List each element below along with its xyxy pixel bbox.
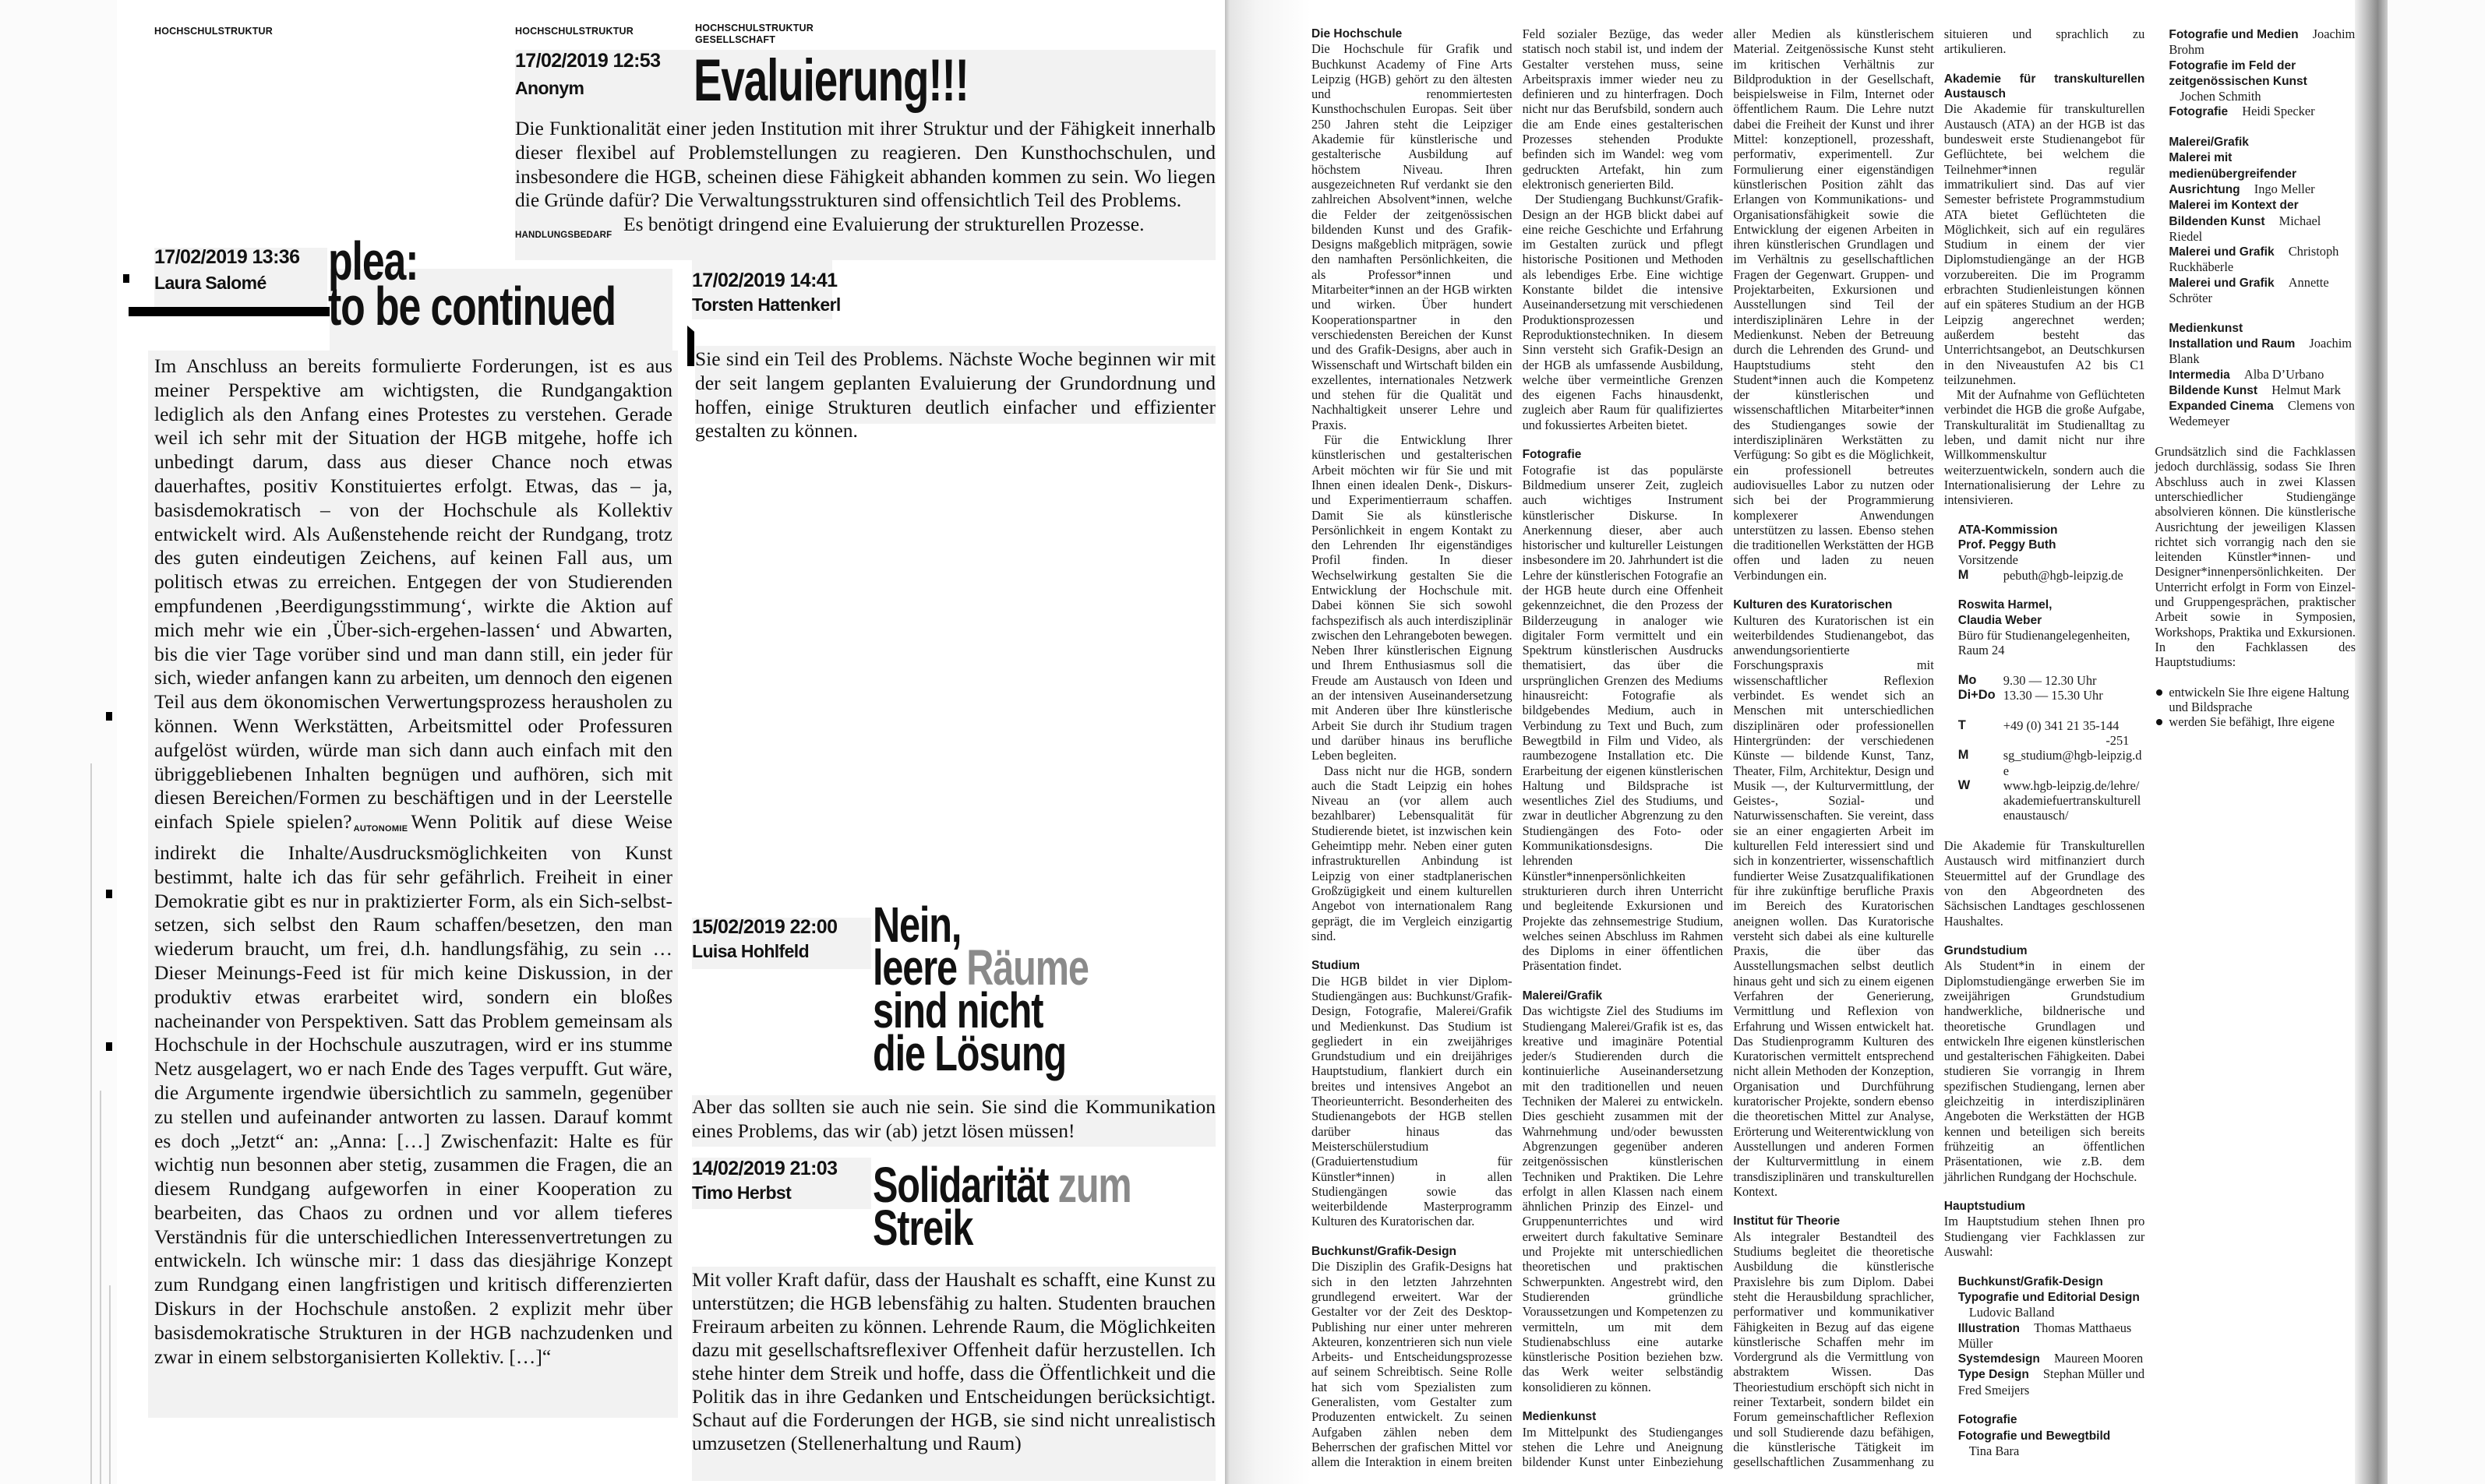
post-title-word: Räume xyxy=(966,939,1089,996)
rubric-label: HOCHSCHULSTRUKTUR xyxy=(695,23,814,33)
contact-value: +49 (0) 341 21 35-144 xyxy=(2003,717,2120,733)
margin-marker xyxy=(106,890,112,898)
paragraph: Die Akademie für Transkulturellen Austausch wird mitfinanziert durch Steuermittel auf der Grundlage des von den Abgeordneten des Sächsischen Landtages geschlossenen Haushaltes. xyxy=(1943,838,2145,929)
class-professor: Ludovic Balland xyxy=(1968,1305,2055,1320)
contact-row xyxy=(1958,688,2145,703)
paragraph: Die HGB bildet in vier Diplom-Studiengängen aus: Buchkunst/Grafik-Design, Fotografie, Malerei/Grafik und Medienkunst. Das Studium ist gegliedert in ein zweijähriges Grundstudium und ein dreijähriges Hauptstudium, flankiert durch ein breites und intensives Angebot an Theorieunterricht. Besonderheiten des Studienangebots der HGB stellen darüber hinaus das Meisterschülerstudium (Graduiertenstudium für Künstler*innen) in allen Studiengängen sowie das weiterbildende Masterprogramm Kulturen des Kuratorischen dar. xyxy=(1311,973,1513,1229)
rubric-label: HANDLUNGSBEDARF xyxy=(515,230,612,240)
class-professor: Maureen Mooren xyxy=(2054,1351,2144,1366)
rubric-label: HOCHSCHULSTRUKTUR xyxy=(154,26,274,37)
margin-marker xyxy=(106,712,112,721)
contact-link[interactable]: pebuth@hgb-leipzig.de xyxy=(2003,567,2123,583)
page-stack-edge xyxy=(90,763,92,1484)
post-title-line: Evaluierung!!! xyxy=(694,48,969,114)
study-info-columns xyxy=(1311,26,2356,1480)
contact-key: M xyxy=(1957,567,1969,582)
post-title-word: Solidarität xyxy=(873,1157,1058,1213)
class-professor: Annette Schröter xyxy=(2169,274,2329,306)
paragraph: Im Mittelpunkt des Studienganges stehen die Lehre und Aneignung bildender Kunst unter Einbeziehung aller Medien als künstlerischem Material. Zeitgenössische Kunst steht im kritischen Verhältnis zur Bildproduktion in der Gesellschaft, beispielsweise in Film, Internet oder öffentlichem Raum. Die Lehre nutzt dabei die Freiheit der Kunst und ihrer Mittel: konzeptionell, prozesshaft, performativ, experimentell. Zur Formulierung einer eigenständigen künstlerischen Position zählt das Erlangen von Kommunikations- und Organisationsfähigkeit sowie die Entwicklung der eigenen Arbeiten in ihren künstlerischen Grundlagen und im Verhältnis zu gesellschaftlichen Fragen der Gegenwart. Gruppen- und Projektarbeiten, Exkursionen und Ausstellungen sind Teil der interdisziplinären Lehre in der Medienkunst. Neben der Betreuung durch die Lehrenden des Grund- und Hauptstudiums steht den Student*innen auch die Kompetenz der künstlerischen und wissenschaftlichen Mitarbeiter*innen des Studienganges sowie der interdisziplinären Werkstätten zu Verfügung: So gibt es die Möglichkeit, ein professionell betreutes audiovisuelles Labor zu nutzen oder sich bei der Programmierung komplexerer Anwendungen unterstützen zu lassen. Ebenso stehen die traditionellen Werkstätten der HGB offen und laden zu neuen Verbindungen ein. xyxy=(1522,26,1934,1470)
class-item xyxy=(2169,26,2356,58)
spacer xyxy=(1958,583,2145,597)
post-body-last-line: Es benötigt dringend eine Evaluierung der strukturellen Prozesse. xyxy=(623,213,1145,236)
section-heading: Institut für Theorie xyxy=(1733,1214,1841,1228)
margin-marker xyxy=(106,1042,112,1051)
bullet-list xyxy=(2155,685,2356,730)
spacer xyxy=(1958,703,2145,717)
post-title-word: leere xyxy=(873,939,967,996)
post-body xyxy=(154,354,672,1369)
post-title-line: plea: xyxy=(328,231,418,291)
class-item xyxy=(2169,244,2356,275)
class-name: Malerei und Grafik xyxy=(2169,276,2275,290)
contact-name: Prof. Peggy Buth xyxy=(1957,538,2056,552)
class-item xyxy=(1958,1428,2145,1459)
class-item xyxy=(1958,1351,2145,1366)
class-professor: Joachim Brohm xyxy=(2169,26,2356,58)
paragraph: Der Studiengang Buchkunst/Grafik-Design an der HGB blickt dabei auf eine reiche Geschichte und Erfahrung im Gestalten zurück und pflegt historische Positionen und Methoden als lebendiges Erbe. Eine wichtige Konstante bildet die intensive Auseinandersetzung mit verschiedenen Produktionsprozessen und Reproduktionstechniken. In diesem Sinn versteht sich Grafik-Design an der HGB als umfassende Ausbildung, welche über vermeintliche Grenzen des eigenen Fachs hinausdenkt, zugleich aber Raum für qualifiziertes und fokussiertes Arbeiten bietet. xyxy=(1522,192,1724,432)
class-name: Fotografie xyxy=(2169,105,2229,119)
class-group-title: Fotografie xyxy=(1957,1413,2017,1427)
rubric-label: GESELLSCHAFT xyxy=(695,34,776,45)
post-body: Mit voller Kraft dafür, dass der Haushalt es schafft, eine Kunst zu unterstützen; die HGB lebensfähig zu halten. Studenten brauchen Freiraum arbeiten zu können. Lehrende Raum, die Möglichkeiten dazu mit gesellschaftsreflexiver Offenheit dafür herzustellen. Ich stehe hinter dem Streik und hoffe, dass die Öffentlichkeit und die Politik das in ihre Gedanken und Entscheidungen berücksichtigt. Schaut auf die Forderungen der HGB, sie sind nicht unrealistisch umzusetzen (Stellenerhaltung und Raum) xyxy=(692,1268,1216,1454)
section-heading: Fotografie xyxy=(1522,448,1582,462)
contact-text: Büro für Studienangelegenheiten, Raum 24 xyxy=(1957,627,2130,658)
page-stack-edge xyxy=(100,1091,101,1484)
contact-value: 9.30 — 12.30 Uhr xyxy=(2003,672,2097,688)
post-body-text: Im Anschluss an bereits formulierte Forderungen, ist es aus meiner Perspektive am wichtigsten, die Rundgangaktion lediglich als den Anfang eines Protestes zu verstehen. Gerade weil ich sehr mit der Situation der HGB mitgehe, hoffe ich unbedingt darum, dass aus dieser Chance noch etwas dauerhaftes, positiv Konstituiertes erfolgt. Etwas, das – ja, basisdemokratisch – von der Hochschule als Kollektiv entwickelt wird. Als Außenstehende reicht der Rundgang, trotz des guten eindeutigen Zeichens, auf keinen Fall aus, um politisch etwas zu erreichen. Entgegen der von Studierenden empfundenen ‚Beerdigungsstimmung‘, wirkte die Aktion auf mich mehr wie ein ‚Über-sich-ergehen-lassen‘ und Abwarten, bis die vier Tage vorüber sind und man dann still, ein jeder für sich, wieder anfangen kann zu arbeiten, um dennoch den eigenen Teil aus dem ökonomischen Verwertungsprozess herausholen zu können. Wenn Werkstätten, Arbeitsmittel oder Professuren aufgelöst würden, würde man sich dann auch einfach mit den übriggebliebenen Inhalten begnügen und aufhören, sich mit diesen Bereichen/Formen zu beschäftigen und in der Leerstelle einfach Spiele spielen? xyxy=(154,354,672,834)
post-title-line: Nein, xyxy=(873,897,962,953)
class-professor: Heidi Specker xyxy=(2242,104,2315,119)
post-title xyxy=(873,1157,1131,1256)
spacer xyxy=(1944,823,2145,838)
class-professor: Joachim Blank xyxy=(2169,335,2353,367)
page-stack-edge xyxy=(109,1285,111,1484)
contact-key: W xyxy=(1957,777,1971,792)
spacer xyxy=(2155,429,2356,444)
bullet-item: werden Sie befähigt, Ihre eigene xyxy=(2169,714,2356,729)
post-author: Laura Salomé xyxy=(154,273,267,293)
rubric-label: HOCHSCHULSTRUKTUR xyxy=(515,26,634,37)
post-date: 17/02/2019 12:53 xyxy=(515,50,661,72)
paragraph: Fotografie ist das populärste Bildmedium unserer Zeit, zugleich auch wichtiges Instrument künstlerischer Diskurse. In Anerkennung dieser, aber auch historischer und kultureller Leistungen insbesondere im 20. Jahrhundert ist die Lehre der künstlerischen Fotografie an der HGB heute durch eine Offenheit gekennzeichnet, die den Prozess der Bilderzeugung in analoger wie digitaler Form vermittelt und ein Spektrum künstlerischen Ausdrucks thematisiert, das über die ursprünglichen Grenzen des Mediums hinausreicht: Fotografie als bildgebendes Medium, auch in Verbindung zu Text und Buch, zum Bewegtbild in Film und Video, als raumbezogene Installation etc. Die Erarbeitung der eigenen künstlerischen Haltung und Bildsprache ist wesentliches Ziel des Studiums, und zwar in deutlicher Abgrenzung zu den Studiengängen des Foto- oder Kommunikationsdesigns. Die lehrenden Künstler*innenpersönlichkeiten strukturieren durch ihren Unterricht und begleitende Exkursionen und Projekte das zehnsemestrige Studium, welches seinen Abschluss im Rahmen des Diploms in einer öffentlichen Präsentation findet. xyxy=(1522,462,1724,974)
class-professor: Helmut Mark xyxy=(2271,382,2341,397)
paragraph: Im Hauptstudium stehen Ihnen pro Studiengang vier Fachklassen zur Auswahl: xyxy=(1943,1214,2145,1260)
contact-key: M xyxy=(1957,748,1969,763)
rubric-label: AUTONOMIE xyxy=(353,824,408,834)
paragraph: Die Akademie für transkulturellen Austausch (ATA) an der HGB ist das bundesweit erste Studienangebot für Geflüchtete, bei welchem die Teilnehmer*innen regulär immatrikuliert sind. Das auf vier Semester befristete Programmstudium ATA bietet Geflüchteten die Möglichkeit, sich auf ein reguläres Studium in einem der vier Diplomstudiengänge an der HGB vorzubereiten. Die im Programm erbrachten Studienleistungen können auf ein späteres Studium an der HGB Leipzig angerechnet werden; außerdem besteht das Unterrichtsangebot, an Deutschkursen in den Niveaustufen A2 bis C1 teilzunehmen. xyxy=(1943,101,2145,387)
class-group-title: Malerei/Grafik xyxy=(2169,136,2249,150)
post-body-block xyxy=(515,117,1216,240)
section-heading: Malerei/Grafik xyxy=(1522,989,1603,1003)
section-heading: Grundstudium xyxy=(1943,944,2028,958)
class-professor: Michael Riedel xyxy=(2169,213,2321,244)
contact-name: Roswita Harmel, xyxy=(1957,598,2053,612)
class-professor: Christoph Ruckhäberle xyxy=(2169,244,2339,275)
class-name: Malerei und Grafik xyxy=(2169,245,2275,259)
class-group xyxy=(2155,135,2356,305)
class-name: Malerei im Kontext der Bildenden Kunst xyxy=(2169,199,2299,228)
paragraph: Für die Entwicklung Ihrer künstlerischen und gestalterischen Arbeit möchten wir für Sie und mit Ihnen einen idealen Denk-, Diskurs- und Experimentierraum schaffen. Damit Sie als künstlerische Persönlichkeit in engem Kontakt zu den Lehrenden Ihr eigenständiges Profil finden. In dieser Wechselwirkung gestalten Sie die Entwicklung der Hochschule mit. Dabei können Sie sich sowohl fachspezifisch als auch interdisziplinär zwischen den Lehrangeboten bewegen. Neben Ihrer künstlerischen Eignung und Ihrem Enthusiasmus soll die Freude am Austausch von Ideen und an der intensiven Auseinandersetzung mit Anderen über Ihre künstlerische Arbeit Sie durch ihr Studium tragen und darüber hinaus ins berufliche Leben begleiten. xyxy=(1311,432,1513,763)
contact-value: -251 xyxy=(2106,732,2130,748)
class-professor: Thomas Matthaeus Müller xyxy=(1957,1320,2132,1351)
contact-key xyxy=(1958,733,2003,748)
post-date: 17/02/2019 14:41 xyxy=(692,270,838,291)
contact-value: 13.30 — 15.30 Uhr xyxy=(2003,688,2103,703)
post-title xyxy=(694,50,969,112)
contact-block xyxy=(1944,523,2145,823)
class-group xyxy=(2155,321,2356,429)
post-title-line: to be continued xyxy=(328,276,616,337)
contact-link[interactable]: sg_studium@hgb-leipzig.de xyxy=(2003,748,2142,778)
class-name: Bildende Kunst xyxy=(2169,383,2258,397)
class-name: Malerei mit medienübergreifender Ausrichtung xyxy=(2169,151,2297,196)
class-item xyxy=(2169,275,2356,306)
contact-name: ATA-Kommission xyxy=(1957,523,2058,537)
class-item xyxy=(1958,1320,2145,1352)
contact-row xyxy=(1958,568,2145,583)
post-author: Anonym xyxy=(515,78,584,98)
contact-key: T xyxy=(1957,717,1966,732)
page-gutter-shadow xyxy=(1225,0,1311,1484)
contact-name: Claudia Weber xyxy=(1957,613,2042,627)
right-page-edge xyxy=(2355,0,2388,1484)
contact-row xyxy=(1958,733,2145,748)
class-item xyxy=(2169,150,2356,197)
paragraph: Die Disziplin des Grafik-Designs hat sich in den letzten Jahrzehnten grundlegend erweitert. War der Gestalter vor der Zeit des Desktop-Publishing nur einer unter mehreren Akteuren, konzentrieren sich nun viele Arbeits- und Entscheidungsprozesse auf seinem Schreibtisch. Seine Rolle hat sich vom Spezialisten zum Generalisten, vom Gestalter zum Produzenten entwickelt. Zu seinen Aufgaben zählen neben dem Beherrschen der grafischen Mittel vor allem die Interaktion in einem breiten Feld sozialer Bezüge, das weder statisch noch stabil ist, und indem der Gestalter verstehen muss, seine Arbeitspraxis immer wieder neu zu definieren und zu hinterfragen. Doch nicht nur das Berufsbild, sondern auch die am Ende eines gestalterischen Prozesses stehenden Produkte befinden sich im Wandel: weg vom gedruckten Artefakt, hin zum elektronisch generierten Bild. xyxy=(1311,26,1724,1470)
contact-key: Di+Do xyxy=(1957,688,1996,703)
contact-row xyxy=(1958,673,2145,688)
class-name: Type Design xyxy=(1957,1368,2029,1382)
paragraph: Das wichtigste Ziel des Studiums im Studiengang Malerei/Grafik ist es, das kreative und imaginäre Potential jeder/s Studierenden durch die kontinuierliche Auseinandersetzung mit den traditionellen und neuen Techniken der Malerei zu entwickeln. Dies geschieht zusammen mit der Wahrnehmung und/oder bewussten Abgrenzungen gegenüber anderen zeitgenössischen künstlerischen Techniken und Praktiken. Die Lehre erfolgt in allen Klassen nach einem ähnlichen Prinzip des Einzel- und Gruppenunterrichtes und wird erweitert durch fakultative Seminare und Projekte mit unterschiedlichen theoretischen und praktischen Schwerpunkten. Angestrebt wird, den Studierenden gründliche Voraussetzungen und Kompetenzen zu vermitteln, um mit dem Studienabschluss eine autarke künstlerische Position beziehen bzw. das Werk weiter selbständig konsolidieren zu können. xyxy=(1522,1003,1724,1394)
class-name: Illustration xyxy=(1957,1321,2021,1335)
post-title xyxy=(873,897,1089,1081)
class-name: Fotografie und Bewegtbild xyxy=(1957,1429,2111,1443)
post-author: Timo Herbst xyxy=(692,1183,792,1203)
post-body: Sie sind ein Teil des Problems. Nächste Woche beginnen wir mit der seit langem geplanten Evaluierung der Grundordnung und hoffen, einige Strukturen deutlich einfacher und effizienter gestalten zu können. xyxy=(695,347,1216,442)
class-professor: Clemens von Wedemeyer xyxy=(2169,398,2355,429)
class-professor: Alba D’Urbano xyxy=(2243,366,2324,382)
class-professor: Tina Bara xyxy=(1968,1443,2020,1458)
post-date: 14/02/2019 21:03 xyxy=(692,1158,838,1179)
post-date: 15/02/2019 22:00 xyxy=(692,916,838,938)
post-body-text: Wenn Politik auf diese Weise indirekt die Inhalte/Ausdrucksmöglichkeiten von Kunst bestimmt, halte ich das für sehr gefährlich. Freiheit in einer Demokratie gibt es nur in praktizierter Form, als ein Sich-selbst-setzen, sich selbst den Raum schaffen/besetzen, den man wiederum braucht, um frei, d.h. handlungsfähig, zu sein … Dieser Meinungs-Feed ist für mich keine Diskussion, in der produktiv etwas erarbeitet wird, sondern ein bloßes nacheinander von Perspektiven. Satt das Problem gemeinsam als Hochschule in der Hochschule auszutragen, wird er ins stumme Netz ausgelagert, wo er nach Ende des Tages verpufft. Gut wäre, die Argumente irgendwie übersichtlich zu sammeln, gegenüber zu stellen und aufeinander antworten zu lassen. Darauf kommt es doch „Jetzt“ an: „Anna: […] Zwischenfazit: Halte es für wichtig nun besonnen aber stetig, zusammen die Fragen, die an diesem Rundgang aufgeworfen in einer Kooperation zu bearbeiten, das Chaos zu ordnen und vor allem tieferes Verständnis für die unterschiedlichen Interessenvertretungen zu entwickeln. Ich wünsche mir: 1 dass das diesjährige Konzept zum Rundgang einen langfristigen und kritisch differenzierten Diskurs in der Hochschule anstoßen. 2 explizit mehr über basisdemokratische Strukturen in der HGB nachzudenken und zwar in einem selbstorganisierten Kollektiv. […]“ xyxy=(154,810,672,1368)
section-heading: Akademie für transkulturellen Austausch xyxy=(1943,72,2145,101)
contact-row xyxy=(1958,778,2145,823)
class-item xyxy=(2169,382,2356,398)
paragraph: Grundsätzlich sind die Fachklassen jedoch durchlässig, sodass Sie Ihren Abschluss auch in zwei Klassen unterschiedlicher Studiengänge absolvieren können. Die künstlerische Ausrichtung der jeweiligen Klassen richtet sich vorrangig nach den sie leitenden Künstler*innen- und Designer*innenpersönlichkeiten. Der Unterricht erfolgt in Form von Einzel- und Gruppengesprächen, praktischer Arbeit sowie in Symposien, Workshops, Praktika und Exkursionen. In den Fachklassen des Hauptstudiums: xyxy=(2155,444,2356,670)
class-professor: Ingo Meller xyxy=(2254,181,2315,196)
contact-key: Mo xyxy=(1957,672,1977,687)
class-professor: Jochen Schmith xyxy=(2180,89,2261,104)
class-item xyxy=(1958,1366,2145,1398)
section-heading: Kulturen des Kuratorischen xyxy=(1733,598,1893,612)
paragraph: Als Student*in in einem der Diplomstudiengänge erwerben Sie im zweijährigen Grundstudium handwerkliche, bildnerische und theoretische Grundlagen und entwickeln Ihre eigenen künstlerischen und gestalterischen Fähigkeiten. Dabei studieren Sie vorrangig in Ihrem spezifischen Studiengang, lernen aber gleichzeitig in interdisziplinären Angeboten die Werkstätten der HGB kennen und beteiligen sich bereits frühzeitig an öffentlichen Präsentationen, wie z.B. dem jährlichen Rundgang der Hochschule. xyxy=(1943,958,2145,1184)
post-title-line: sind nicht xyxy=(873,982,1043,1038)
bracket-mark xyxy=(687,326,694,366)
class-group xyxy=(1944,1274,2145,1398)
post-body: Aber das sollten sie auch nie sein. Sie sind die Kommunikation eines Problems, das wir (ab) jetzt lösen müssen! xyxy=(692,1095,1216,1142)
class-item xyxy=(2169,367,2356,382)
section-heading: Die Hochschule xyxy=(1311,27,1403,41)
post-body-last-row xyxy=(515,213,1216,240)
class-item xyxy=(2169,398,2356,429)
class-group-title: Buchkunst/Grafik-Design xyxy=(1957,1274,2103,1288)
class-item xyxy=(2169,197,2356,244)
contact-row xyxy=(1958,748,2145,778)
class-item xyxy=(2169,104,2356,119)
class-name: Intermedia xyxy=(2169,368,2230,382)
paragraph: Mit der Aufnahme von Geflüchteten verbindet die HGB die große Aufgabe, Transkulturalität im Studienalltag zu leben, und damit nicht nur ihre Willkommenskultur weiterzuentwickeln, sondern auch die Internationalisierung der Lehre zu intensivieren. xyxy=(1943,387,2145,508)
class-name: Expanded Cinema xyxy=(2169,400,2274,414)
section-heading: Buchkunst/Grafik-Design xyxy=(1311,1245,1457,1259)
class-group-title: Medienkunst xyxy=(2169,321,2243,335)
class-professor: Stephan Müller und Fred Smeijers xyxy=(1957,1366,2145,1398)
contact-link[interactable]: www.hgb-leipzig.de/lehre/akademiefuertranskulturellenaustausch/ xyxy=(2003,777,2141,823)
bullet-item: entwickeln Sie Ihre eigene Haltung und Bildsprache xyxy=(2169,685,2356,715)
post-title-word: zum xyxy=(1057,1157,1131,1213)
class-name: Systemdesign xyxy=(1957,1352,2040,1366)
paragraph: Kulturen des Kuratorischen ist ein weiterbildendes Studienangebot, das anwendungsorientierte Forschungspraxis mit wissenschaftlicher Reflexion verbindet. Es wendet sich an Menschen mit unterschiedlichen disziplinären oder professionellen Hintergründen: der verschiedenen Künste — bildende Kunst, Tanz, Theater, Film, Architektur, Design und Musik —, der Kulturvermittlung, der Geistes-, Sozial- und Naturwissenschaften. Sie vereint, dass sie an einer engagierten Arbeit im kulturellen Feld interessiert sind und sich in konzentrierter, wissenschaftlich fundierter Weise Zusatzqualifikationen für ihre zukünftige berufliche Praxis im Bereich des Kuratorischen aneignen wollen. Das Kuratorische versteht sich dabei als eine kulturelle Praxis, die über das Ausstellungsmachen selbst deutlich hinaus geht und sich zu einem eigenen Verfahren der Generierung, Vermittlung und Reflexion von Erfahrung und Wissen entwickelt hat. Das Studienprogramm Kulturen des Kuratorischen vermittelt entsprechend nicht allein Methoden der Konzeption, Organisation und Durchführung kuratorischer Projekte, sondern ebenso die theoretischen Mittel zur Analyse, Erörterung und Weiterentwicklung von Ausstellungen und anderen Formen der Kulturvermittlung in einem transdisziplinären und transkulturellen Kontext. xyxy=(1733,612,1934,1199)
margin-marker xyxy=(123,274,129,283)
post-author: Torsten Hattenkerl xyxy=(692,294,841,315)
post-body: Die Funktionalität einer jeden Institution mit ihrer Struktur und der Fähigkeit innerhalb dieser flexibel auf Problemstellungen zu reagieren. Den Kunsthochschulen, und insbesondere die HGB, scheinen diese Fähigkeit abhanden kommen zu sein. Wo liegen die Gründe dafür? Die Verwaltungsstrukturen sind offensichtlich Teil des Problems. xyxy=(515,117,1216,212)
section-heading: Hauptstudium xyxy=(1943,1200,2025,1214)
contact-text: Vorsitzende xyxy=(1957,552,2018,568)
contact-row xyxy=(1958,718,2145,733)
class-item xyxy=(1958,1289,2145,1320)
post-title-line: die Lösung xyxy=(873,1025,1066,1081)
class-name: Typografie und Editorial Design xyxy=(1957,1290,2140,1304)
post-title-line: Streik xyxy=(873,1200,973,1256)
divider-bar xyxy=(129,307,330,316)
section-heading: Medienkunst xyxy=(1522,1410,1597,1424)
spacer xyxy=(1958,657,2145,672)
paragraph: Als integraler Bestandteil des Studiums begleitet die theoretische Ausbildung die künstlerische Praxislehre bis zum Diplom. Dabei steht die Herausbildung sprachlicher, performativer und kommunikativer Fähigkeiten in Bezug auf das eigene künstlerische Schaffen mehr im Vordergrund als die Vermittlung von abstraktem Wissen. Das Theoriestudium erschöpft sich nicht in reiner Textarbeit, sondern bildet ein Forum gemeinschaftlicher Reflexion und soll Studierende dazu befähigen, die künstlerische Tätigkeit im gesellschaftlichen Zusammenhang zu situieren und sprachlich zu artikulieren. xyxy=(1733,26,2145,1470)
post-author: Luisa Hohlfeld xyxy=(692,941,810,961)
post-date: 17/02/2019 13:36 xyxy=(154,246,300,268)
class-item xyxy=(2169,58,2356,104)
class-name: Fotografie und Medien xyxy=(2169,28,2299,41)
section-heading: Studium xyxy=(1311,959,1360,973)
paragraph: Dass nicht nur die HGB, sondern auch die Stadt Leipzig ein hohes Niveau an (vor allem auch bezahlbarer) Lebensqualität für Studierende bietet, ist inzwischen kein Geheimtipp mehr. Neben einer guten infrastrukturellen Anbindung ist Leipzig von einer stadtplanerischen Großzügigkeit und einem kulturellen Angebot von internationalem Rang geprägt, die im Vergleich einzigartig sind. xyxy=(1311,763,1513,943)
class-name: Fotografie im Feld der zeitgenössischen Kunst xyxy=(2169,58,2307,88)
paragraph: Die Hochschule für Grafik und Buchkunst Academy of Fine Arts Leipzig (HGB) gehört zu den ältesten und renommiertesten Kunsthochschulen Europas. Seit über 250 Jahren steht die Leipziger Akademie für künstlerische und gestalterische Ausbildung auf höchstem Niveau. Ihren ausgezeichneten Ruf verdankt sie den zahlreichen Absolvent*innen, welche die Felder der zeitgenössischen bildenden Kunst und des Grafik-Designs maßgeblich mitprägen, sowie den namhaften Persönlichkeiten, die als Professor*innen und Mitarbeiter*innen an der HGB wirkten und wirken. Über hundert Kooperationspartner in den verschiedensten Bereichen der Kunst und des Grafik-Designs, aber auch in Wissenschaft und Wirtschaft bilden ein exzellentes, internationales Netzwerk und stehen für die Qualität und Nachhaltigkeit unserer Lehre und Praxis. xyxy=(1311,41,1513,432)
class-name: Installation und Raum xyxy=(2169,337,2296,351)
class-item xyxy=(2169,336,2356,367)
